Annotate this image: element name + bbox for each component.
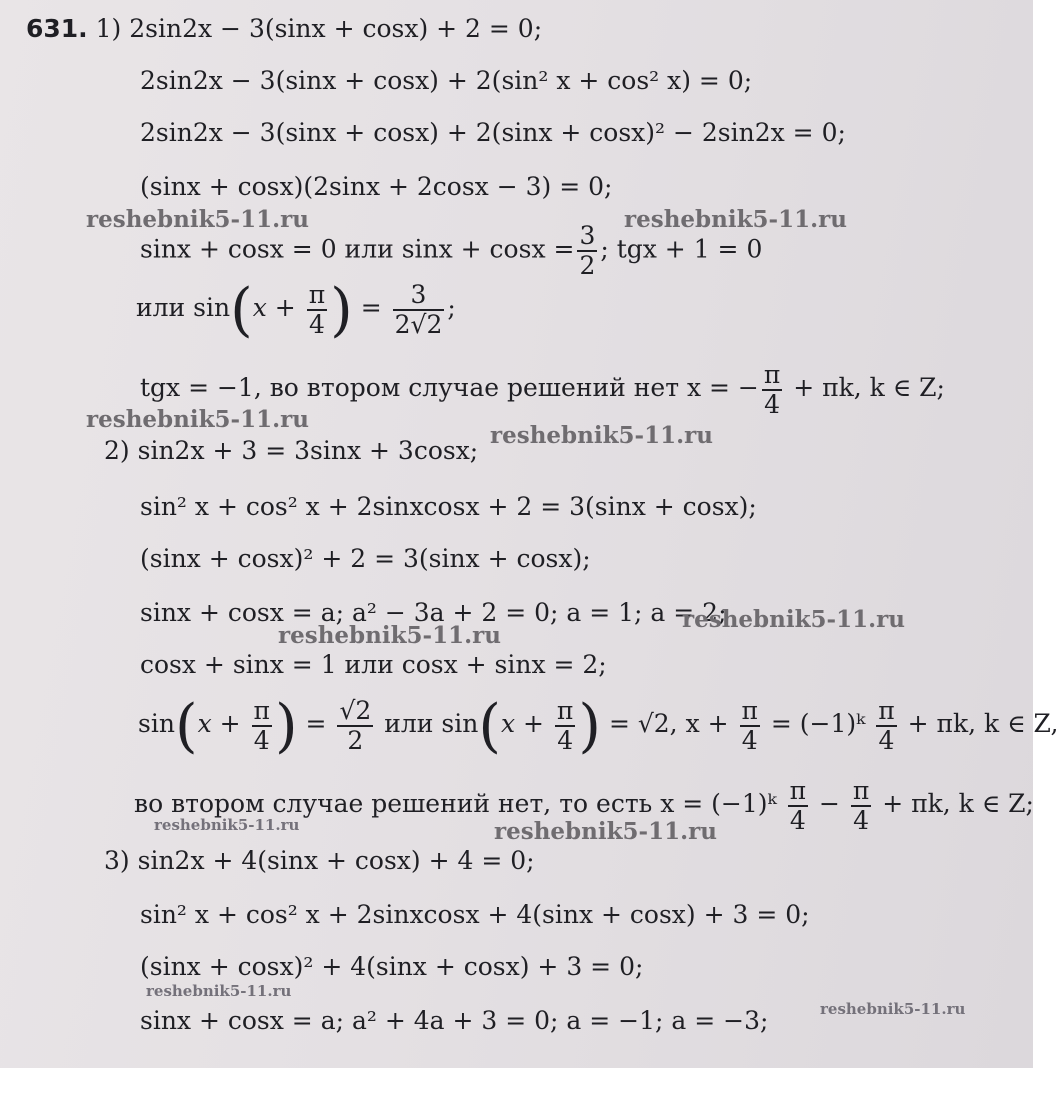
equation: sinx + cosx = a; a² + 4a + 3 = 0; a = −1; a = −3;	[140, 1006, 769, 1035]
equation-text: x +	[252, 293, 304, 322]
equation: sin² x + cos² x + 2sinxcosx + 4(sinx + cosx) + 3 = 0;	[140, 900, 810, 929]
watermark: reshebnik5-11.ru	[624, 206, 847, 233]
equation-text: или sin	[136, 293, 231, 322]
part-label: 1)	[95, 14, 122, 43]
equation: cosx + sinx = 1 или cosx + sinx = 2;	[140, 650, 607, 679]
watermark: reshebnik5-11.ru	[86, 406, 309, 433]
fraction: $\frac{\pi}{4}$	[878, 695, 895, 755]
equation: (sinx + cosx)(2sinx + 2cosx − 3) = 0;	[140, 172, 613, 201]
equation-with-fraction: sin(x + $\frac{\pi}{4}$ ) = $\frac{√2}{2}$ или sin(x + $\frac{\pi}{4}$ ) = √2, x + $\frac{\pi}{4}$ = (−1)ᵏ $\frac{\pi}{4}$ + πk, k ∈ Z,	[138, 691, 1058, 760]
watermark: reshebnik5-11.ru	[154, 816, 300, 834]
fraction: $\frac{\pi}{4}$	[852, 775, 870, 835]
watermark: reshebnik5-11.ru	[278, 622, 501, 649]
equation-text: + πk, k ∈ Z;	[785, 373, 945, 402]
equation: sinx + cosx = a; a² − 3a + 2 = 0; a = 1; a = 2;	[140, 598, 727, 627]
watermark: reshebnik5-11.ru	[146, 982, 292, 1000]
equation-text: =	[352, 293, 390, 322]
part-label: 2)	[104, 436, 130, 465]
part-label: 3)	[104, 846, 130, 875]
solution-line	[26, 14, 542, 44]
watermark: reshebnik5-11.ru	[490, 422, 713, 449]
fraction: $\frac{3}{2}$	[579, 221, 596, 280]
fraction: $\frac{\pi}{4}$	[763, 359, 781, 419]
equation: (sinx + cosx)² + 4(sinx + cosx) + 3 = 0;	[140, 952, 644, 981]
watermark: reshebnik5-11.ru	[820, 1000, 966, 1018]
problem-number: 631.	[26, 14, 88, 43]
fraction: $\frac{\pi}{4}$	[789, 775, 807, 835]
watermark: reshebnik5-11.ru	[86, 206, 309, 233]
fraction: $\frac{\pi}{4}$	[308, 279, 326, 339]
equation: 2sin2x − 3(sinx + cosx) + 2 = 0;	[129, 14, 543, 43]
equation-with-fraction: во втором случае решений нет, то есть x = (−1)ᵏ $\frac{\pi}{4}$ − $\frac{\pi}{4}$ + πk, k ∈ Z;	[134, 775, 1034, 835]
equation-text: tgx = −1, во втором случае решений нет x = −	[140, 373, 759, 402]
equation: sin2x + 3 = 3sinx + 3cosx;	[137, 436, 479, 465]
equation-text: ; tgx + 1 = 0	[600, 234, 763, 264]
solution-line	[104, 846, 535, 876]
equation: 2sin2x − 3(sinx + cosx) + 2(sinx + cosx)² − 2sin2x = 0;	[140, 118, 846, 147]
equation: sin² x + cos² x + 2sinxcosx + 2 = 3(sinx + cosx);	[140, 492, 757, 521]
watermark: reshebnik5-11.ru	[682, 606, 905, 633]
equation-text: ;	[447, 293, 456, 322]
equation: sin2x + 4(sinx + cosx) + 4 = 0;	[137, 846, 535, 875]
equation: 2sin2x − 3(sinx + cosx) + 2(sin² x + cos² x) = 0;	[140, 66, 753, 95]
solution-line	[104, 436, 478, 466]
watermark: reshebnik5-11.ru	[494, 818, 717, 845]
equation-with-fraction: или sin(x + $\frac{\pi}{4}$ ) = $\frac{3}{2√2}$ ;	[136, 275, 456, 344]
fraction: $\frac{\pi}{4}$	[253, 695, 270, 755]
fraction: $\frac{\pi}{4}$	[741, 695, 758, 755]
fraction: $\frac{3}{2√2}$	[394, 279, 443, 339]
fraction: $\frac{√2}{2}$	[339, 695, 372, 755]
fraction: $\frac{\pi}{4}$	[556, 695, 574, 755]
equation-text: sinx + cosx = 0 или sinx + cosx =	[140, 234, 575, 264]
equation: (sinx + cosx)² + 2 = 3(sinx + cosx);	[140, 544, 591, 573]
